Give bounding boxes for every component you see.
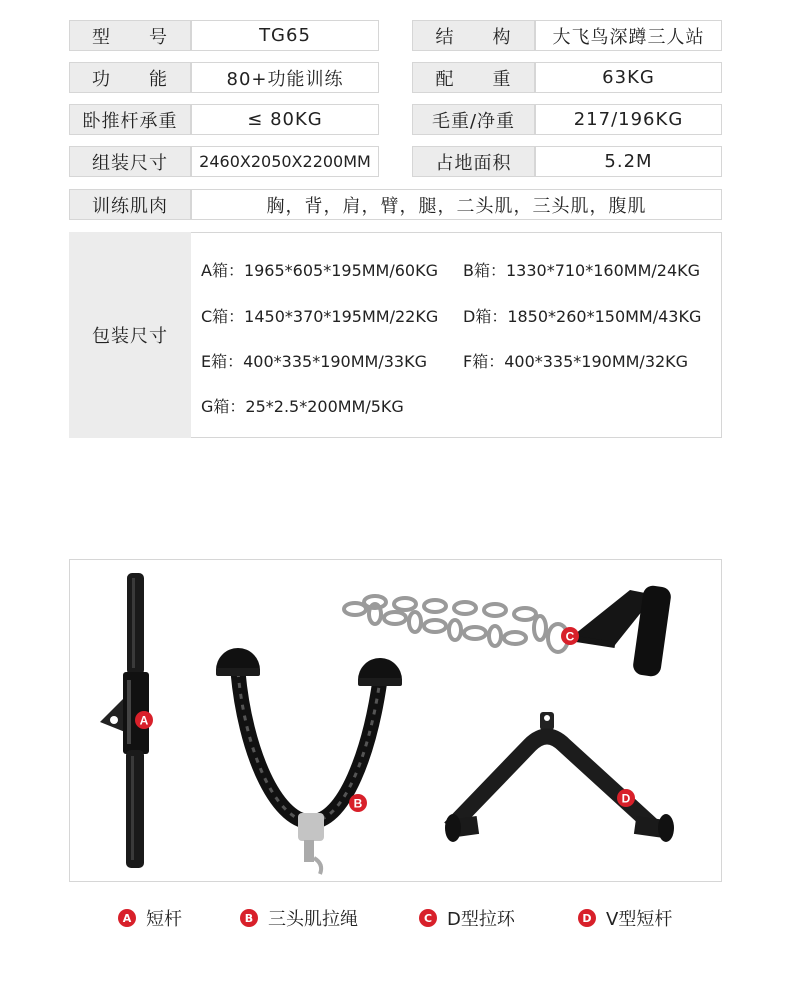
packing-box-d: D箱：1850*260*150MM/43KG bbox=[463, 307, 702, 326]
packing-list bbox=[191, 232, 722, 438]
bench-value: ≤ 80KG bbox=[191, 104, 379, 135]
bench-label: 卧推杆承重 bbox=[69, 104, 191, 135]
size-label: 组装尺寸 bbox=[69, 146, 191, 177]
weight-value: 63KG bbox=[535, 62, 722, 93]
svg-text:A: A bbox=[139, 713, 149, 728]
gross-value: 217/196KG bbox=[535, 104, 722, 135]
marker-a bbox=[135, 711, 153, 729]
legend-item-b bbox=[240, 905, 358, 931]
area-label: 占地面积 bbox=[412, 146, 535, 177]
marker-b bbox=[349, 794, 367, 812]
legend-label-a: 短杆 bbox=[146, 909, 182, 930]
legend-label-d: V型短杆 bbox=[606, 909, 673, 930]
legend-marker-a: A bbox=[118, 909, 136, 927]
legend-item-d bbox=[578, 905, 672, 931]
packing-label: 包装尺寸 bbox=[69, 232, 191, 438]
accessories-photo bbox=[69, 559, 722, 882]
packing-box-a: A箱：1965*605*195MM/60KG bbox=[201, 261, 438, 280]
legend-item-a bbox=[118, 905, 182, 931]
legend-label-b: 三头肌拉绳 bbox=[268, 909, 358, 930]
packing-box-e: E箱：400*335*190MM/33KG bbox=[201, 352, 427, 371]
muscle-value: 胸，背，肩，臂，腿，二头肌，三头肌，腹肌 bbox=[191, 189, 722, 220]
svg-text:D: D bbox=[621, 791, 631, 806]
legend-item-c bbox=[419, 905, 515, 931]
packing-box-f: F箱：400*335*190MM/32KG bbox=[463, 352, 689, 371]
legend-marker-b: B bbox=[240, 909, 258, 927]
packing-box-g: G箱：25*2.5*200MM/5KG bbox=[201, 397, 404, 416]
accessories-illustration bbox=[70, 560, 723, 883]
weight-label: 配 重 bbox=[412, 62, 535, 93]
v-bar-image bbox=[445, 712, 674, 842]
size-value: 2460X2050X2200MM bbox=[191, 146, 379, 177]
function-label: 功 能 bbox=[69, 62, 191, 93]
muscle-label: 训练肌肉 bbox=[69, 189, 191, 220]
svg-text:C: C bbox=[565, 629, 575, 644]
gross-label: 毛重/净重 bbox=[412, 104, 535, 135]
triceps-rope-image bbox=[216, 648, 402, 874]
legend-marker-c: C bbox=[419, 909, 437, 927]
marker-c bbox=[561, 627, 579, 645]
marker-d bbox=[617, 789, 635, 807]
structure-label: 结 构 bbox=[412, 20, 535, 51]
packing-box-c: C箱：1450*370*195MM/22KG bbox=[201, 307, 439, 326]
legend-marker-d: D bbox=[578, 909, 596, 927]
legend-label-c: D型拉环 bbox=[447, 909, 515, 930]
function-value: 80+功能训练 bbox=[191, 62, 379, 93]
structure-value: 大飞鸟深蹲三人站 bbox=[535, 20, 722, 51]
model-label: 型 号 bbox=[69, 20, 191, 51]
model-value: TG65 bbox=[191, 20, 379, 51]
packing-box-b: B箱：1330*710*160MM/24KG bbox=[463, 261, 701, 280]
area-value: 5.2M bbox=[535, 146, 722, 177]
svg-text:B: B bbox=[353, 796, 363, 811]
